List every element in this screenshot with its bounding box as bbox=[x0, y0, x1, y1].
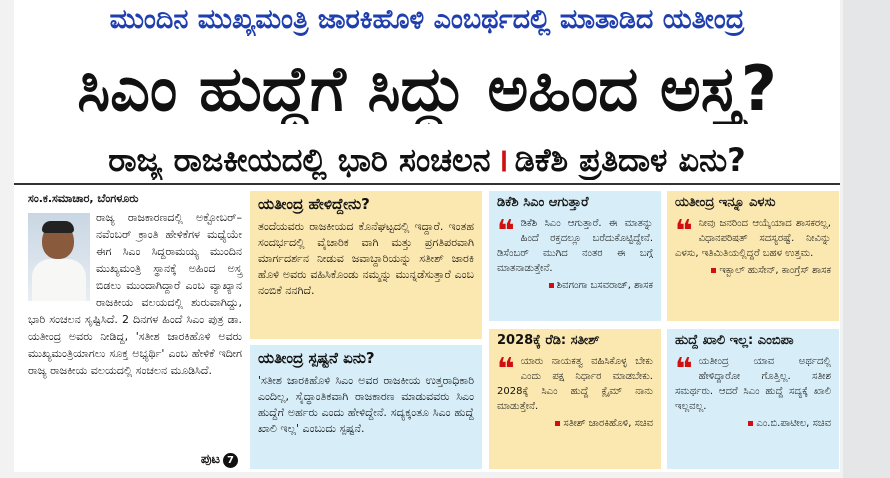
subhead-left: ರಾಜ್ಯ ರಾಜಕೀಯದಲ್ಲಿ ಭಾರಿ ಸಂಚಲನ bbox=[108, 141, 491, 179]
quote-icon: ❝ bbox=[675, 352, 693, 387]
subhead-separator: । bbox=[496, 141, 509, 179]
box-text: ❝ ನೀವು ಜನರಿಂದ ಆಯ್ಕೆಯಾದ ಶಾಸಕರಲ್ಲ, ವಿಧಾನಪರಿಷತ್ ಸದಸ್ಯರಷ್ಟೆ. ನೀವಿನ್ನು ಎಳಸು, ಇತಿಮಿತಿಯಲ್ಲಿದ್ದರೆ ಬಹಳ ಉತ್ತಮ. bbox=[675, 214, 831, 259]
box-title: ಯತೀಂದ್ರ ಹೇಳಿದ್ದೇನು? bbox=[258, 195, 370, 213]
story-photo bbox=[28, 213, 90, 301]
box-text: ❝ ಡಿಕೆಶಿ ಸಿಎಂ ಆಗುತ್ತಾರೆ. ಈ ಮಾತನ್ನು ಹಿಂದೆ ರಕ್ತದಲ್ಲೂ ಬರೆದುಕೊಟ್ಟಿದ್ದೇನೆ. ಡಿಸೆಂಬರ್ ಮುಗಿದ ನಂತರ ಈ ಬಗ್ಗೆ ಮಾತನಾಡುತ್ತೇನೆ. bbox=[497, 214, 653, 274]
story-text: ರಾಜ್ಯ ರಾಜಕಾರಣದಲ್ಲಿ ಅಕ್ಟೋಬರ್–ನವೆಂಬರ್ ಕ್ರಾಂತಿ ಹೇಳಿಕೆಗಳ ಮಧ್ಯೆಯೇ ಈಗ ಸಿಎಂ ಸಿದ್ದರಾಮಯ್ಯ ಮುಂದಿನ ಮುಖ್ಯಮಂತ್ರಿ ಸ್ಥಾನಕ್ಕೆ ಅಹಿಂದ ಅಸ್ತ್ರ ಬಿಡಲು ಮುಂದಾಗಿದ್ದಾರೆ ಎಂಬ ವ್ಯಾಖ್ಯಾನ ರಾಜಕೀಯ ವಲಯದಲ್ಲಿ ಶುರುವಾಗಿದ್ದು, ಭಾರಿ ಸಂಚಲನ ಸೃಷ್ಟಿಸಿದೆ. 2 ದಿನಗಳ ಹಿಂದೆ ಸಿಎಂ ಪುತ್ರ ಡಾ. ಯತೀಂದ್ರ ಅವರು ನೀಡಿದ್ದ, 'ಸತೀಶ ಜಾರಕಿಹೊಳಿ ಅವರು ಮುಖ್ಯಮಂತ್ರಿಯಾಗಲು ಸೂಕ್ತ ಅಭ್ಯರ್ಥಿ' ಎಂಬ ಹೇಳಿಕೆ ಇದೀಗ ರಾಜ್ಯ ರಾಜಕೀಯ ವಲಯದಲ್ಲಿ ಸಂಚಲನ ಮೂಡಿಸಿದೆ. bbox=[28, 211, 242, 377]
divider-rule bbox=[14, 183, 840, 185]
box-text: 'ಸತೀಶ ಜಾರಕಿಹೊಳಿ ಸಿಎಂ ಅವರ ರಾಜಕೀಯ ಉತ್ತರಾಧಿಕಾರಿ ಎಂದಿಲ್ಲ, ಸೈದ್ಧಾಂತಿಕವಾಗಿ ರಾಜಕಾರಣ ಮಾಡುವವರು ಸಿಎಂ ಹುದ್ದೆಗೆ ಅರ್ಹರು ಎಂದು ಹೇಳಿದ್ದೇನೆ. ಸದ್ಯಕ್ಕಂತೂ ಸಿಎಂ ಹುದ್ದೆ ಖಾಲಿ ಇಲ್ಲ' ಎಂಬುದು ಸ್ಪಷ್ಟನೆ. bbox=[258, 374, 474, 435]
box-text: ತಂದೆಯವರು ರಾಜಕೀಯದ ಕೊನೆಘಟ್ಟದಲ್ಲಿ ಇದ್ದಾರೆ. ಇಂತಹ ಸಂದರ್ಭದಲ್ಲಿ ವೈಚಾರಿಕ ವಾಗಿ ಮತ್ತು ಪ್ರಗತಿಪರವಾಗಿ ಮಾರ್ಗದರ್ಶನ ನೀಡುವ ಜವಾಬ್ದಾರಿಯನ್ನು ಸತೀಶ್ ಜಾರಕಿ ಹೊಳಿ ಅವರು ವಹಿಸಿಕೊಂಡು ನಮ್ಮನ್ನು ಮುನ್ನಡೆಸುತ್ತಾರೆ ಎಂಬ ನಂಬಿಕೆ ನನಗಿದೆ. bbox=[258, 220, 474, 297]
box-title: 2028ಕ್ಕೆ ರೆಡಿ: ಸತೀಶ್ bbox=[497, 333, 600, 348]
continued-label: ಪುಟ bbox=[200, 452, 220, 467]
box-attribution: ಇಕ್ಬಾಲ್ ಹುಸೇನ್, ಕಾಂಗ್ರೆಸ್ ಶಾಸಕ bbox=[675, 265, 831, 276]
subheadline bbox=[14, 140, 840, 180]
box-title: ಯತೀಂದ್ರ ಇನ್ನೂ ಎಳಸು bbox=[675, 195, 776, 210]
main-story bbox=[28, 190, 242, 470]
quote-icon: ❝ bbox=[497, 214, 515, 249]
box-attribution: ಶಿವಗಂಗಾ ಬಸವರಾಜ್, ಶಾಸಕ bbox=[497, 280, 653, 291]
box-title: ಹುದ್ದೆ ಖಾಲಿ ಇಲ್ಲ: ಎಂಬಿಪಾ bbox=[675, 333, 794, 348]
box-dks-cm bbox=[489, 191, 661, 321]
subhead-right: ಡಿಕೆಶಿ ಪ್ರತಿದಾಳ ಏನು? bbox=[514, 141, 746, 179]
box-yathindra-clarify bbox=[250, 345, 482, 469]
kicker-headline: ಮುಂದಿನ ಮುಖ್ಯಮಂತ್ರಿ ಜಾರಕಿಹೊಳಿ ಎಂಬರ್ಥದಲ್ಲಿ ಮಾತಾಡಿದ ಯತೀಂದ್ರ bbox=[109, 4, 745, 35]
newspaper-page bbox=[14, 0, 840, 472]
main-headline: ಸಿಎಂ ಹುದ್ದೆಗೆ ಸಿದ್ದು ಅಹಿಂದ ಅಸ್ತ್ರ? bbox=[77, 54, 777, 124]
byline: ಸಂ.ಕ.ಸಮಾಚಾರ, ಬೆಂಗಳೂರು bbox=[28, 192, 139, 205]
quote-icon: ❝ bbox=[675, 214, 693, 249]
box-title: ಯತೀಂದ್ರ ಸ್ಪಷ್ಟನೆ ಏನು? bbox=[258, 349, 375, 367]
page-margin-strip bbox=[843, 0, 890, 478]
box-attribution: ಸತೀಶ್ ಜಾರಕಿಹೊಳಿ, ಸಚಿವ bbox=[497, 418, 653, 429]
box-text: ❝ ಯತೀಂದ್ರ ಯಾವ ಅರ್ಥದಲ್ಲಿ ಹೇಳಿದ್ದಾರೋ ಗೊತ್ತಿಲ್ಲ. ಸತೀಶ ಸಮರ್ಥರು. ಆದರೆ ಸಿಎಂ ಹುದ್ದೆ ಸದ್ಯಕ್ಕೆ ಖಾಲಿ ಇಲ್ಲವಲ್ಲ. bbox=[675, 352, 831, 412]
continued-page: 7 bbox=[223, 453, 238, 468]
box-yathindra-young bbox=[667, 191, 839, 321]
box-title: ಡಿಕೆಶಿ ಸಿಎಂ ಆಗುತ್ತಾರೆ bbox=[497, 195, 589, 210]
box-ready-2028 bbox=[489, 329, 661, 469]
quote-icon: ❝ bbox=[497, 352, 515, 387]
box-no-vacancy bbox=[667, 329, 839, 469]
continued-marker bbox=[201, 451, 238, 468]
box-text: ❝ ಯಾರು ನಾಯಕತ್ವ ವಹಿಸಿಕೊಳ್ಳ ಬೇಕು ಎಂದು ಪಕ್ಷ ನಿರ್ಧಾರ ಮಾಡಬೇಕು. 2028ಕ್ಕೆ ಸಿಎಂ ಹುದ್ದೆ ಕ್ಲೈಮ್ ನಾನು ಮಾಡುತ್ತೇನೆ. bbox=[497, 352, 653, 412]
box-yathindra-said bbox=[250, 191, 482, 339]
box-attribution: ಎಂ.ಬಿ.ಪಾಟೀಲ, ಸಚಿವ bbox=[675, 418, 831, 429]
